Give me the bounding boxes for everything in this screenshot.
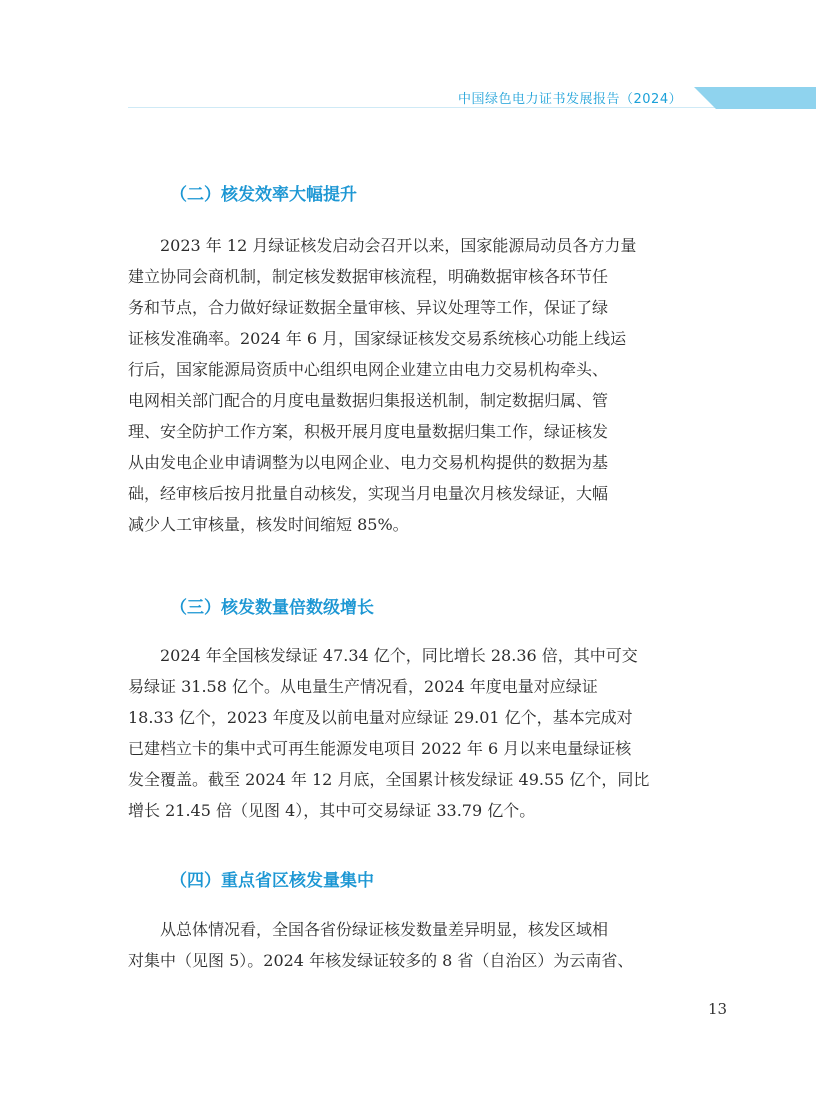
text-line: 行后，国家能源局资质中心组织电网企业建立由电力交易机构牵头、	[128, 360, 609, 379]
text-line: 已建档立卡的集中式可再生能源发电项目 2022 年 6 月以来电量绿证核	[128, 739, 632, 758]
paragraph-efficiency	[128, 230, 708, 540]
text-line: 从由发电企业申请调整为以电网企业、电力交易机构提供的数据为基	[128, 453, 609, 472]
header-divider	[128, 107, 748, 108]
text-line: 对集中（见图 5）。2024 年核发绿证较多的 8 省（自治区）为云南省、	[128, 951, 634, 970]
page-number: 13	[708, 1000, 728, 1018]
text-line: 建立协同会商机制，制定核发数据审核流程，明确数据审核各环节任	[128, 267, 609, 286]
text-line: 务和节点，合力做好绿证数据全量审核、异议处理等工作，保证了绿	[128, 298, 609, 317]
text-line: 2023 年 12 月绿证核发启动会召开以来，国家能源局动员各方力量	[128, 236, 637, 255]
paragraph-quantity	[128, 640, 708, 826]
text-line: 发全覆盖。截至 2024 年 12 月底，全国累计核发绿证 49.55 亿个，同比	[128, 770, 650, 789]
text-line: 证核发准确率。2024 年 6 月，国家绿证核发交易系统核心功能上线运	[128, 329, 627, 348]
section-title-quantity: （三）核发数量倍数级增长	[170, 598, 374, 618]
text-line: 础，经审核后按月批量自动核发，实现当月电量次月核发绿证，大幅	[128, 484, 609, 503]
paragraph-provinces	[128, 914, 708, 976]
text-line: 减少人工审核量，核发时间缩短 85%。	[128, 515, 409, 534]
text-line: 增长 21.45 倍（见图 4），其中可交易绿证 33.79 亿个。	[128, 801, 536, 820]
text-line: 易绿证 31.58 亿个。从电量生产情况看，2024 年度电量对应绿证	[128, 677, 598, 696]
section-title-efficiency: （二）核发效率大幅提升	[170, 185, 357, 205]
text-line: 18.33 亿个，2023 年度及以前电量对应绿证 29.01 亿个，基本完成对	[128, 708, 633, 727]
section-title-provinces: （四）重点省区核发量集中	[170, 871, 374, 891]
text-line: 2024 年全国核发绿证 47.34 亿个，同比增长 28.36 倍，其中可交	[128, 646, 638, 665]
header-accent-tab	[694, 87, 816, 109]
text-line: 理、安全防护工作方案，积极开展月度电量数据归集工作，绿证核发	[128, 422, 609, 441]
text-line: 从总体情况看，全国各省份绿证核发数量差异明显，核发区域相	[128, 920, 609, 939]
text-line: 电网相关部门配合的月度电量数据归集报送机制，制定数据归属、管	[128, 391, 609, 410]
running-header-title: 中国绿色电力证书发展报告（2024）	[458, 92, 683, 107]
